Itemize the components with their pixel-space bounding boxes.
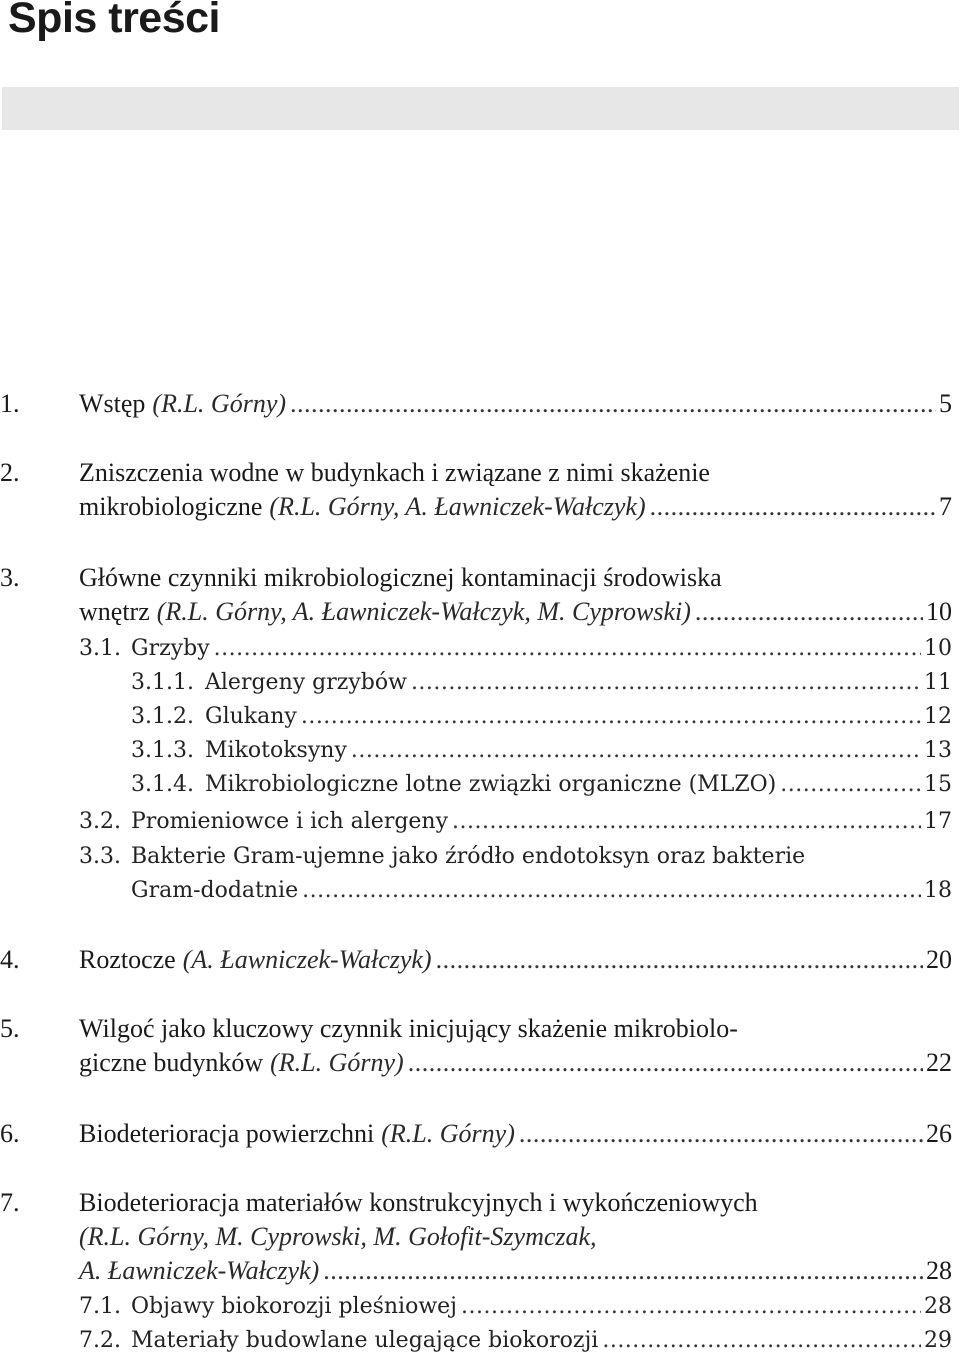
dot-leader [461, 1290, 921, 1324]
entry-number: 6. [0, 1119, 20, 1148]
entry-number: 7. [0, 1188, 20, 1217]
toc-entry-7-cont2[interactable] [79, 1254, 952, 1288]
entry-number: 3. [0, 563, 20, 592]
entry-title: mikrobiologiczne [79, 492, 263, 521]
entry-title: Objawy biokorozji pleśniowej [131, 1294, 458, 1319]
entry-authors: A. Ławniczek-Wałczyk) [79, 1256, 320, 1285]
dot-leader [519, 1117, 923, 1151]
entry-title: Grzyby [131, 636, 210, 661]
dot-leader [323, 1254, 923, 1288]
toc-entry-3-1-4[interactable] [131, 768, 952, 802]
toc-entry-3-cont[interactable] [79, 595, 952, 629]
entry-authors: (R.L. Górny) [381, 1119, 515, 1148]
entry-title: Biodeterioracja materiałów konstrukcyjnych i wykończeniowych [79, 1188, 758, 1217]
entry-number: 3.1.4. [131, 772, 194, 797]
entry-page: 10 [926, 597, 952, 626]
entry-number: 3.1.1. [131, 670, 194, 695]
entry-title: Główne czynniki mikrobiologicznej kontaminacji środowiska [79, 563, 722, 592]
entry-title: Zniszczenia wodne w budynkach i związane z nimi skażenie [79, 458, 710, 487]
entry-title: Gram-dodatnie [131, 878, 299, 903]
entry-authors: (R.L. Górny, A. Ławniczek-Wałczyk, M. Cyprowski) [156, 597, 691, 626]
dot-leader [408, 1046, 923, 1080]
entry-number: 3.2. [79, 809, 121, 834]
toc-entry-7[interactable] [0, 1186, 758, 1220]
page-title: Spis treści [8, 0, 220, 42]
toc-entry-3-1-2[interactable] [131, 700, 952, 734]
entry-title: Bakterie Gram-ujemne jako źródło endotoksyn oraz bakterie [131, 844, 806, 869]
toc-entry-7-1[interactable] [79, 1290, 952, 1324]
toc-entry-3-2[interactable] [79, 805, 952, 839]
toc-entry-3-3[interactable] [79, 840, 806, 874]
entry-page: 7 [939, 492, 952, 521]
entry-title: Mikrobiologiczne lotne związki organiczne (MLZO) [205, 772, 777, 797]
entry-page: 28 [924, 1294, 952, 1319]
toc-entry-5-cont[interactable] [79, 1046, 952, 1080]
entry-number: 5. [0, 1014, 20, 1043]
entry-page: 29 [924, 1328, 952, 1353]
toc-entry-6[interactable] [0, 1117, 952, 1151]
dot-leader [452, 805, 921, 839]
toc-entry-3-3-cont[interactable] [131, 874, 952, 908]
dot-leader [650, 490, 936, 524]
entry-authors: (R.L. Górny, A. Ławniczek-Wałczyk) [269, 492, 646, 521]
dot-leader [214, 632, 921, 666]
entry-authors: (R.L. Górny) [270, 1048, 404, 1077]
entry-title: Mikotoksyny [205, 738, 347, 763]
entry-page: 12 [924, 704, 952, 729]
toc-entry-7-cont[interactable] [79, 1220, 597, 1254]
dot-leader [351, 734, 921, 768]
entry-title: wnętrz [79, 597, 150, 626]
entry-title: Biodeterioracja powierzchni [79, 1119, 375, 1148]
toc-entry-7-2[interactable] [79, 1324, 952, 1358]
entry-title: giczne budynków [79, 1048, 264, 1077]
toc-entry-3[interactable] [0, 561, 722, 595]
entry-title: Alergeny grzybów [205, 670, 407, 695]
dot-leader [301, 700, 921, 734]
entry-number: 3.1.3. [131, 738, 194, 763]
entry-authors: (A. Ławniczek-Wałczyk) [182, 945, 432, 974]
entry-number: 3.3. [79, 844, 121, 869]
entry-title: Promieniowce i ich alergeny [131, 809, 449, 834]
toc-entry-4[interactable] [0, 943, 952, 977]
toc-entry-3-1[interactable] [79, 632, 952, 666]
dot-leader [436, 943, 923, 977]
toc-entry-2[interactable] [0, 456, 710, 490]
dot-leader [302, 874, 921, 908]
entry-number: 3.1.2. [131, 704, 194, 729]
toc-entry-3-1-3[interactable] [131, 734, 952, 768]
toc-entry-1[interactable] [0, 387, 952, 421]
toc-entry-2-cont[interactable] [79, 490, 952, 524]
entry-title: Glukany [205, 704, 297, 729]
entry-page: 26 [926, 1119, 952, 1148]
entry-number: 4. [0, 945, 20, 974]
entry-page: 11 [924, 670, 952, 695]
heading-bar [2, 87, 959, 130]
entry-authors: (R.L. Górny, M. Cyprowski, M. Gołofit-Szymczak, [79, 1222, 597, 1251]
dot-leader [602, 1324, 921, 1358]
entry-page: 20 [926, 945, 952, 974]
toc-entry-5[interactable] [0, 1012, 738, 1046]
entry-title: Wstęp [79, 389, 146, 418]
entry-authors: (R.L. Górny) [152, 389, 287, 418]
dot-leader [290, 387, 936, 421]
toc-entry-3-1-1[interactable] [131, 666, 952, 700]
entry-number: 3.1. [79, 636, 121, 661]
entry-number: 7.2. [79, 1328, 121, 1353]
entry-page: 10 [924, 636, 952, 661]
dot-leader [695, 595, 923, 629]
entry-number: 2. [0, 458, 20, 487]
entry-page: 22 [926, 1048, 952, 1077]
entry-title: Roztocze [79, 945, 176, 974]
entry-page: 15 [924, 772, 952, 797]
entry-title: Wilgoć jako kluczowy czynnik inicjujący skażenie mikrobiolo- [79, 1014, 738, 1043]
dot-leader [411, 666, 921, 700]
entry-page: 5 [939, 389, 952, 418]
entry-title: Materiały budowlane ulegające biokorozji [131, 1328, 599, 1353]
entry-page: 18 [924, 878, 952, 903]
entry-number: 7.1. [79, 1294, 121, 1319]
entry-page: 28 [926, 1256, 952, 1285]
dot-leader [780, 768, 921, 802]
entry-page: 17 [924, 809, 952, 834]
entry-number: 1. [0, 389, 20, 418]
entry-page: 13 [924, 738, 952, 763]
